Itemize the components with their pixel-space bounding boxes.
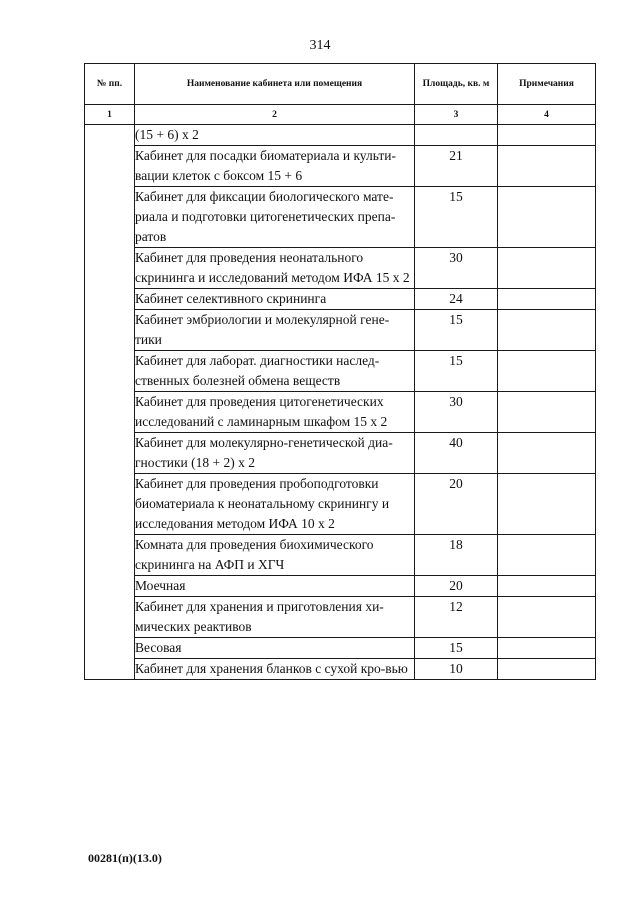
table-row xyxy=(85,597,596,638)
notes-cell xyxy=(498,146,596,187)
area-cell: 15 xyxy=(415,187,498,248)
header-area-label: Площадь, кв. м xyxy=(422,78,490,89)
notes-cell xyxy=(498,576,596,597)
table-header-row xyxy=(85,64,596,105)
header-number-label: № пп. xyxy=(96,78,123,89)
table-row xyxy=(85,248,596,289)
column-number-2: 2 xyxy=(135,105,415,125)
room-name-cell: Кабинет для хранения и приготовления хи-мических реактивов xyxy=(135,597,415,638)
area-cell: 15 xyxy=(415,638,498,659)
notes-cell xyxy=(498,351,596,392)
column-number-3: 3 xyxy=(415,105,498,125)
area-cell: 20 xyxy=(415,474,498,535)
table-row xyxy=(85,474,596,535)
notes-cell xyxy=(498,535,596,576)
area-cell: 20 xyxy=(415,576,498,597)
area-cell xyxy=(415,125,498,146)
notes-cell xyxy=(498,392,596,433)
header-notes xyxy=(498,64,596,105)
table-row xyxy=(85,433,596,474)
room-name-cell: Кабинет для проведения неонатального скрининга и исследований методом ИФА 15 x 2 xyxy=(135,248,415,289)
area-cell: 12 xyxy=(415,597,498,638)
column-number-row xyxy=(85,105,596,125)
document-code: 00281(п)(13.0) xyxy=(88,851,162,865)
notes-cell xyxy=(498,248,596,289)
notes-cell xyxy=(498,474,596,535)
table-row xyxy=(85,187,596,248)
room-name-cell: Кабинет селективного скрининга xyxy=(135,289,415,310)
area-cell: 15 xyxy=(415,351,498,392)
notes-cell xyxy=(498,187,596,248)
area-cell: 10 xyxy=(415,659,498,680)
room-name-cell: Кабинет для проведения цитогенетических исследований с ламинарным шкафом 15 x 2 xyxy=(135,392,415,433)
notes-cell xyxy=(498,433,596,474)
room-name-cell: Кабинет эмбриологии и молекулярной гене-тики xyxy=(135,310,415,351)
notes-cell xyxy=(498,310,596,351)
header-notes-label: Примечания xyxy=(519,78,574,89)
notes-cell xyxy=(498,289,596,310)
notes-cell xyxy=(498,659,596,680)
table-row xyxy=(85,125,596,146)
row-number-cell xyxy=(85,125,135,680)
area-cell: 30 xyxy=(415,392,498,433)
room-name-cell: Комната для проведения биохимического скрининга на АФП и ХГЧ xyxy=(135,535,415,576)
header-number xyxy=(85,64,135,105)
area-cell: 30 xyxy=(415,248,498,289)
table-row xyxy=(85,638,596,659)
column-number-4: 4 xyxy=(498,105,596,125)
area-cell: 15 xyxy=(415,310,498,351)
header-area xyxy=(415,64,498,105)
table-row xyxy=(85,289,596,310)
room-name-cell: (15 + 6) x 2 xyxy=(135,125,415,146)
rooms-table xyxy=(84,63,596,680)
room-name-cell: Кабинет для хранения бланков с сухой кро-вью xyxy=(135,659,415,680)
table-row xyxy=(85,310,596,351)
room-name-cell: Кабинет для лаборат. диагностики наслед-ственных болезней обмена веществ xyxy=(135,351,415,392)
column-number-1: 1 xyxy=(85,105,135,125)
notes-cell xyxy=(498,125,596,146)
notes-cell xyxy=(498,597,596,638)
table-row xyxy=(85,392,596,433)
page-number: 314 xyxy=(309,38,331,53)
room-name-cell: Кабинет для проведения пробоподготовки биоматериала к неонатальному скринингу и исследования методом ИФА 10 x 2 xyxy=(135,474,415,535)
table-row xyxy=(85,351,596,392)
room-name-cell: Моечная xyxy=(135,576,415,597)
table-row xyxy=(85,535,596,576)
room-name-cell: Кабинет для фиксации биологического мате-риала и подготовки цитогенетических препа-ратов xyxy=(135,187,415,248)
header-room-name xyxy=(135,64,415,105)
header-room-name-label: Наименование кабинета или помещения xyxy=(186,78,363,89)
room-name-cell: Весовая xyxy=(135,638,415,659)
area-cell: 21 xyxy=(415,146,498,187)
room-name-cell: Кабинет для молекулярно-генетической диа-гностики (18 + 2) x 2 xyxy=(135,433,415,474)
room-name-cell: Кабинет для посадки биоматериала и культи-вации клеток с боксом 15 + 6 xyxy=(135,146,415,187)
area-cell: 18 xyxy=(415,535,498,576)
area-cell: 40 xyxy=(415,433,498,474)
notes-cell xyxy=(498,638,596,659)
table-row xyxy=(85,576,596,597)
table-row xyxy=(85,146,596,187)
area-cell: 24 xyxy=(415,289,498,310)
table-row xyxy=(85,659,596,680)
